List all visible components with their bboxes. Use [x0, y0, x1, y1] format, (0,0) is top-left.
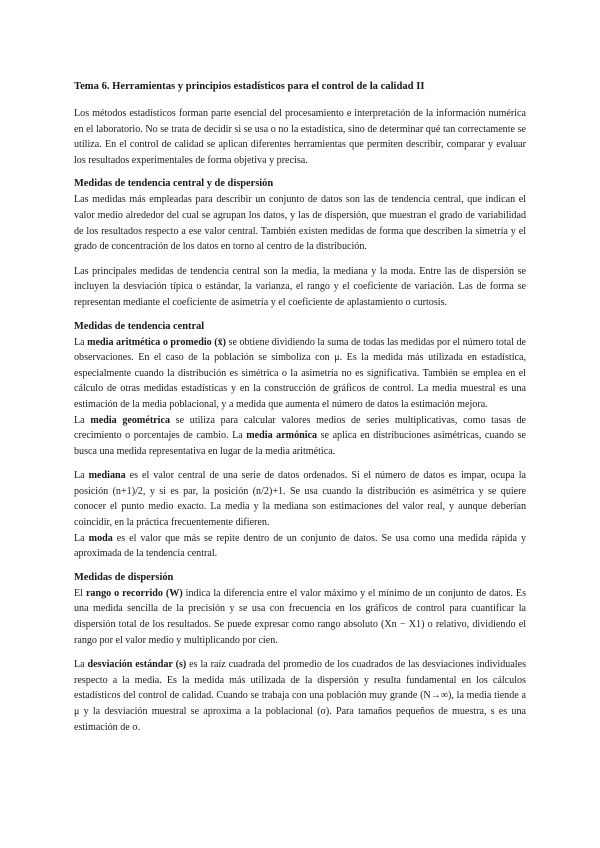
paragraph-desviacion-estandar — [74, 657, 526, 735]
section-heading-tendencia-central: Medidas de tendencia central — [74, 320, 205, 332]
paragraph-principales-medidas: Las principales medidas de tendencia central son la media, la mediana y la moda. Entre las de dispersión se incluyen la desviación típica o estándar, la varianza, el rango y el coeficiente de variación. Las de forma se representan mediante el coeficiente de asimetría y el coeficiente de aplastamiento o curtosis. — [74, 265, 526, 308]
term-media-armonica: media armónica — [246, 430, 318, 442]
text-run: La — [74, 532, 89, 544]
paragraph-medidas-overview: Las medidas más empleadas para describir un conjunto de datos son las de tendencia central, que indican el valor medio alrededor del cual se agrupan los datos, y las de dispersión, que muestran el grado de variabilidad de los resultados respecto a ese valor central. También existen medidas de forma que describen la simetría y el grado de concentración de los datos en torno al centro de la distribución. — [74, 194, 526, 253]
term-media-geometrica: media geométrica — [90, 414, 170, 426]
text-run: La — [74, 336, 88, 348]
section-heading-dispersion: Medidas de dispersión — [74, 571, 174, 583]
text-run: El — [74, 587, 86, 599]
text-run: La — [74, 414, 91, 426]
term-moda: moda — [88, 532, 113, 544]
intro-paragraph: Los métodos estadísticos forman parte esencial del procesamiento e interpretación de la información numérica en el laboratorio. No se trata de decidir si se usa o no la estadística, sino de determinar qué tan correctamente se utiliza. En el control de calidad se aplican diferentes herramientas que permiten describir, comparar y evaluar los resultados experimentales de forma objetiva y precisa. — [74, 108, 526, 166]
term-media-aritmetica: media aritmética o promedio (x̄) — [87, 336, 227, 348]
term-mediana: mediana — [88, 470, 126, 482]
text-run: es el valor que más se repite dentro de un conjunto de datos. Se usa como una medida rápida y aproximada de la tendencia central. — [74, 532, 527, 560]
text-run: indica la diferencia entre el valor máximo y el mínimo de un conjunto de datos. Es una medida sencilla de la precisión y se usa con frecuencia en los gráficos de control para cuantificar la dispersión total de los resultados. Se puede expresar como rango absoluto (Xn − X1) o relativo, dividiendo el rango por el valor medio y multiplicando por cien. — [74, 587, 526, 646]
text-run: es el valor central de una serie de datos ordenados. Si el número de datos es impar, ocupa la posición (n+1)/2, y si es par, la posición (n/2)+1. Se usa cuando la distribución es asimétrica y se quiere conocer el punto medio exacto. La media y la mediana son estimaciones del valor real, y aunque deberían coincidir, en la práctica frecuentemente difieren. — [74, 470, 527, 529]
paragraph-moda — [74, 531, 526, 562]
document-title: Tema 6. Herramientas y principios estadísticos para el control de la calidad II — [74, 81, 425, 92]
text-run: La — [74, 659, 88, 671]
paragraph-mediana — [74, 468, 526, 530]
text-run: es la raíz cuadrada del promedio de los cuadrados de las desviaciones individuales respecto a la media. Es la medida más utilizada de la dispersión y resulta fundamental en los cálculos estadísticos del control de calidad. Cuando se trabaja con una población muy grande (N→∞), la media tiende a μ y la desviación muestral se aproxima a la poblacional (σ). Para tamaños pequeños de muestra, s es una estimación de σ. — [74, 659, 527, 733]
section-heading-tendencia-dispersion: Medidas de tendencia central y de dispersión — [74, 178, 274, 190]
term-desviacion-estandar: desviación estándar (s) — [87, 659, 187, 671]
text-run: La — [74, 470, 89, 482]
paragraph-rango — [74, 586, 526, 648]
paragraph-media-aritmetica — [74, 335, 526, 413]
text-run: se utiliza para calcular valores medios de series multiplicativas, como tasas de crecimiento o porcentajes de cambio. La — [74, 414, 526, 442]
term-rango: rango o recorrido (W) — [85, 587, 183, 599]
text-run: se obtiene dividiendo la suma de todas las medidas por el número total de observaciones. En el caso de la población se simboliza con μ. Es la medida más utilizada en estadística, especialmente cuando la distribución es simétrica o la asimetría no es significativa. También se emplea en el cálculo de otras medidas estadísticas y en la construcción de gráficos de control. La media muestral es una estimación de la media poblacional, y a medida que aumenta el número de datos la estimación mejora. — [74, 336, 526, 410]
text-run: se aplica en distribuciones asimétricas, cuando se busca una medida representativa en lugar de la media aritmética. — [74, 430, 526, 457]
paragraph-media-geometrica — [74, 413, 526, 460]
